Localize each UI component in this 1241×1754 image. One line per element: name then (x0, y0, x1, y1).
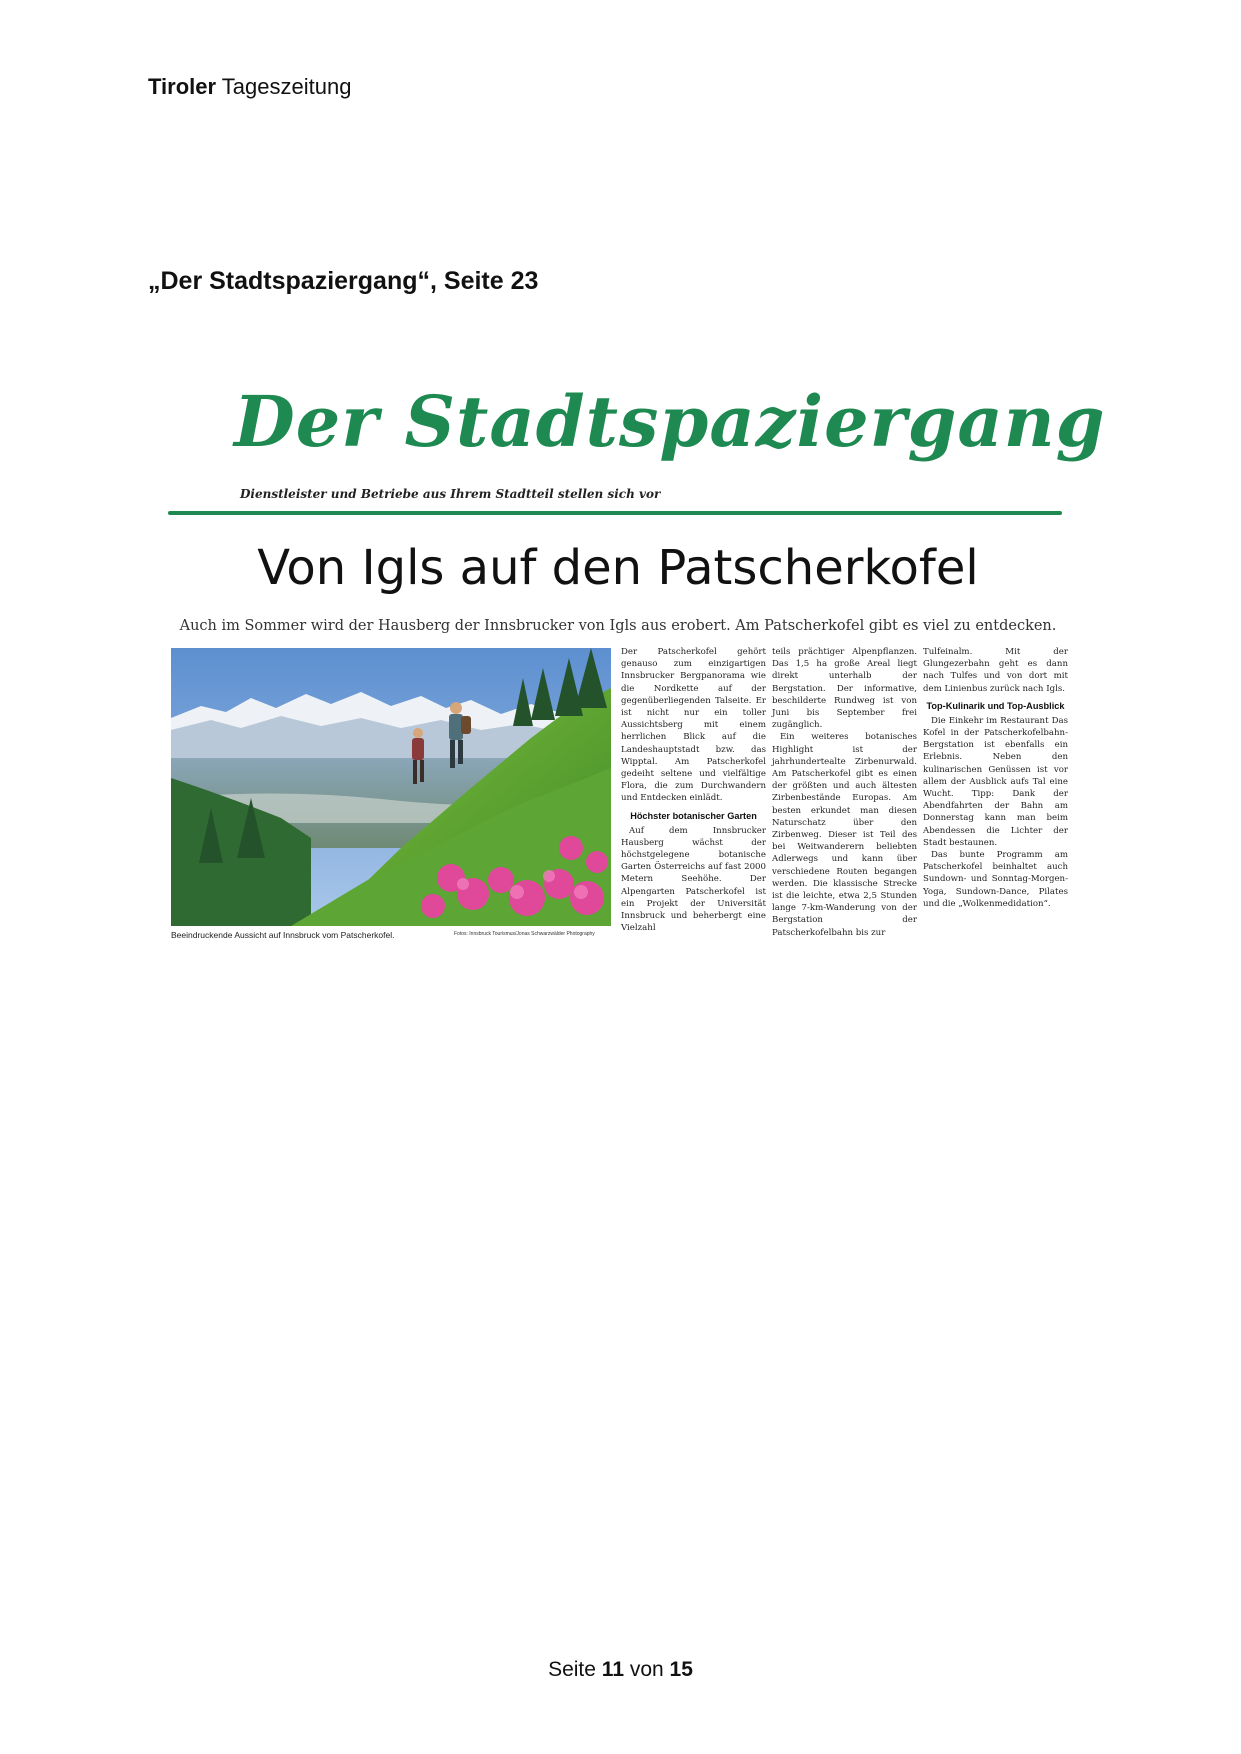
masthead-rule (168, 511, 1062, 515)
paragraph: Ein weiteres botanisches Highlight ist der jahrhundertealte Zirbenurwald. Am Patscherkofel gibt es einen der größten und auch ältesten Zirbenbestände Europas. Am besten erkundet man diesen Naturschatz über den Zirbenweg. Dieser ist Teil des bei Weitwanderern beliebten Adlerwegs und kann über verschiedene Routen begangen werden. Die klassische Strecke ist die leichte, etwa 2,5 Stunden lange 7-km-Wanderung von der Bergstation der Patscherkofelbahn bis zur (772, 732, 917, 938)
newspaper-clipping (168, 380, 1106, 945)
section-title: „Der Stadtspaziergang“, Seite 23 (148, 267, 539, 295)
mountain-hikers-photo (171, 648, 611, 926)
masthead-tagline: Dienstleister und Betriebe aus Ihrem Stadtteil stellen sich vor (240, 487, 661, 501)
paragraph: Der Patscherkofel gehört genauso zum einzigartigen Innsbrucker Bergpanorama wie die Nordkette auf der gegenüberliegenden Talseite. Er ist nicht nur ein toller Aussichtsberg mit einem herrlichen Blick auf die Landeshauptstadt bzw. das Wipptal. Am Patscherkofel gedeiht seltene und vielfältige Flora, die zum Durchwandern und Entdecken einlädt. (621, 647, 766, 804)
footer-middle: von (629, 1658, 664, 1681)
paragraph: teils prächtiger Alpenpflanzen. Das 1,5 ha große Areal liegt direkt unterhalb der Bergstation. Der informative, beschilderte Rundweg ist von Juni bis September frei zugänglich. (772, 647, 917, 731)
paragraph: Auf dem Innsbrucker Hausberg wächst der höchstgelegene botanische Garten Österreichs auf fast 2000 Metern Seehöhe. Der Alpengarten Patscherkofel ist ein Projekt der Universität Innsbruck und beherbergt eine Vielzahl (621, 825, 766, 934)
photo-credit: Fotos: Innsbruck Tourismus/Jonas Schwarzwälder Photography (454, 931, 595, 937)
article-photo (171, 648, 611, 926)
article-column-3 (923, 646, 1068, 910)
footer-prefix: Seite (548, 1658, 596, 1681)
header-brand-rest: Tageszeitung (221, 74, 352, 99)
page-footer (0, 1658, 1241, 1682)
article-headline: Von Igls auf den Patscherkofel (257, 540, 979, 596)
photo-caption: Beeindruckende Aussicht auf Innsbruck vom Patscherkofel. (171, 930, 395, 940)
subheading-botanical-garden: Höchster botanischer Garten (630, 810, 757, 821)
subheading-culinary: Top-Kulinarik und Top-Ausblick (926, 700, 1065, 711)
paragraph: Tulfeinalm. Mit der Glungezerbahn geht es dann nach Tulfes und von dort mit dem Linienbus zurück nach Igls. (923, 647, 1068, 694)
footer-total-pages: 15 (669, 1658, 693, 1681)
paragraph: Die Einkehr im Restaurant Das Kofel in der Patscherkofelbahn-Bergstation ist ebenfalls ein Erlebnis. Neben den kulinarischen Genüssen ist vor allem der Ausblick aufs Tal eine Wucht. Tipp: Dank der Abendfahrten der Bahn am Donnerstag kann man beim Abendessen die Lichter der Stadt bestaunen. (923, 715, 1068, 848)
footer-current-page: 11 (601, 1658, 624, 1681)
document-header (148, 74, 351, 100)
article-column-2 (772, 646, 917, 939)
article-subheadline: Auch im Sommer wird der Hausberg der Innsbrucker von Igls aus erobert. Am Patscherkofel gibt es viel zu entdecken. (179, 618, 1057, 634)
masthead: Der Stadtspaziergang (234, 380, 1106, 463)
header-brand-bold: Tiroler (148, 74, 217, 99)
article-column-1 (621, 646, 766, 934)
paragraph: Das bunte Programm am Patscherkofel beinhaltet auch Sundown- und Sonntag-Morgen-Yoga, Sundown-Dance, Pilates und die „Wolkenmedidation“. (923, 850, 1068, 909)
